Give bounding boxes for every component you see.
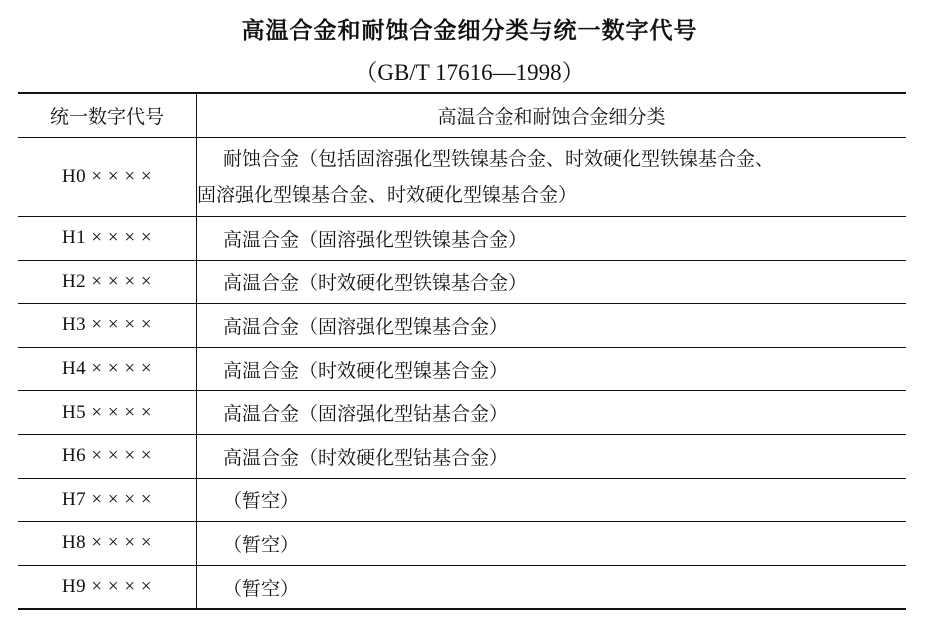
description-line-1: 耐蚀合金（包括固溶强化型铁镍基合金、时效硬化型铁镍基合金、 [223,148,775,170]
description-cell: 高温合金（固溶强化型铁镍基合金） [223,228,528,251]
code-text: H9 × × × × [61,576,153,598]
code-cell [18,565,197,609]
table-row [18,565,906,609]
description-cell: （暂空） [223,533,300,556]
code-text: H7 × × × × [61,488,153,510]
code-text: H4 × × × × [61,358,153,380]
table-row [18,478,906,522]
table-row [18,304,906,348]
description-cell: 高温合金（固溶强化型钴基合金） [223,403,509,426]
code-cell [18,434,197,478]
table-row [18,434,906,478]
code-cell [18,391,197,435]
table-row [18,260,906,304]
code-cell [18,217,197,261]
description-cell: 高温合金（时效硬化型镍基合金） [223,359,509,382]
description-cell: 高温合金（固溶强化型镍基合金） [223,315,509,338]
code-text: H0 × × × × [61,166,153,187]
header-code: 统一数字代号 [18,93,197,138]
code-text: H8 × × × × [61,532,153,554]
table-row [18,138,906,217]
document-title: 高温合金和耐蚀合金细分类与统一数字代号 [241,18,698,44]
description-cell: （暂空） [223,490,300,513]
code-text: H3 × × × × [61,314,153,336]
table-row [18,347,906,391]
header-description: 高温合金和耐蚀合金细分类 [437,106,666,128]
code-cell [18,478,197,522]
table-row [18,217,906,261]
code-cell [18,522,197,566]
classification-table [18,92,906,610]
description-line-2: 固溶强化型镍基合金、时效硬化型镍基合金） [197,184,578,206]
code-text: H6 × × × × [61,445,153,467]
table-row [18,522,906,566]
description-cell: 高温合金（时效硬化型铁镍基合金） [223,272,528,295]
code-text: H2 × × × × [61,270,153,292]
document-subtitle: （GB/T 17616—1998） [354,60,585,85]
code-cell [18,304,197,348]
code-text: H5 × × × × [61,401,153,423]
description-cell [197,138,907,217]
table-row [18,391,906,435]
table-header-row [18,93,906,138]
description-cell: （暂空） [223,577,300,600]
code-cell [18,347,197,391]
description-cell: 高温合金（时效硬化型钴基合金） [223,446,509,469]
code-cell [18,138,197,217]
code-cell [18,260,197,304]
code-text: H1 × × × × [61,227,153,249]
